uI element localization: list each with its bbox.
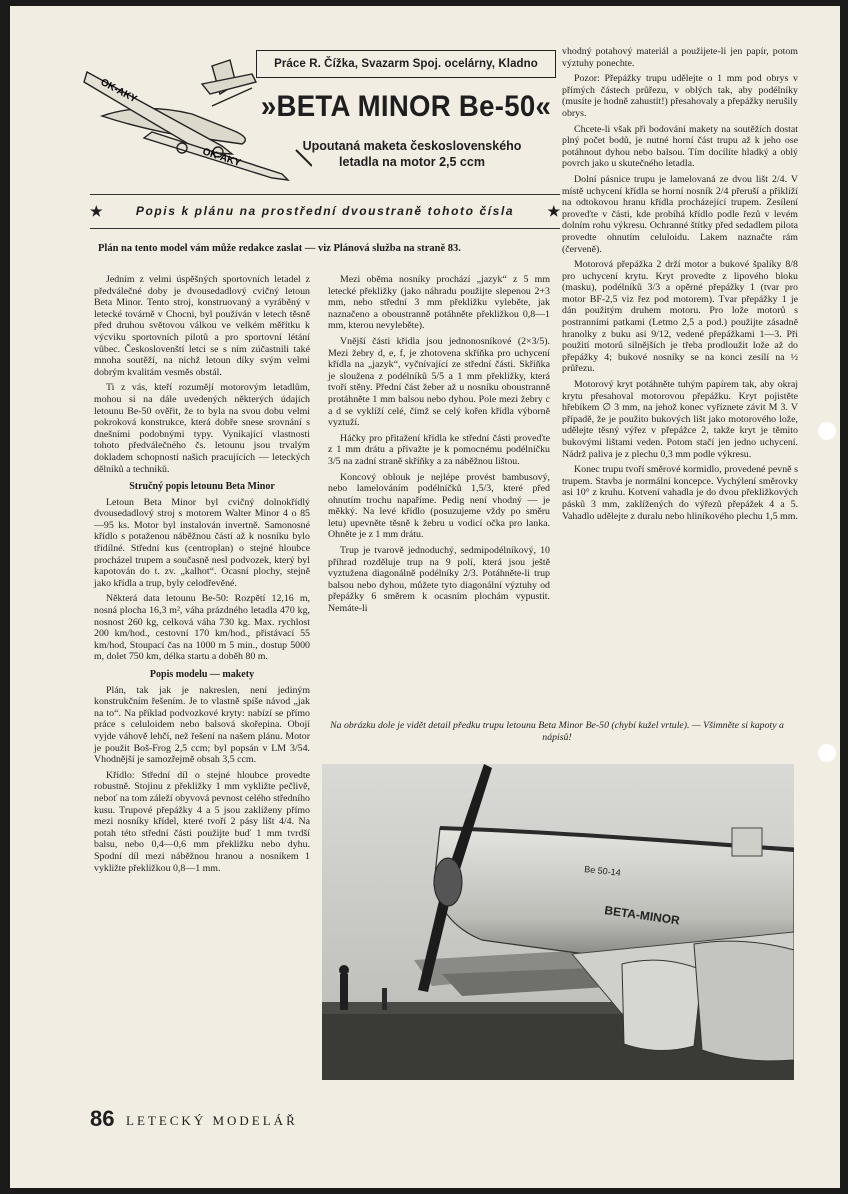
star-icon: ★: [547, 202, 560, 219]
paragraph: Trup je tvarově jednoduchý, sedmipodélníkový, 10 příhrad rozděluje trup na 9 polí, která jsou ještě vyztužena diagonálně podélníky 2/3. Potáhněte-li trup balsou nebo dyhou, můžete tyto diagonální výztuhy od přepážky 6 směrem k ocasním plochám vypustit. Nemáte-li: [328, 545, 550, 615]
binder-hole: [818, 744, 836, 762]
magazine-name: LETECKÝ MODELÁŘ: [126, 1113, 298, 1128]
banner-text: Popis k plánu na prostřední dvoustraně tohoto čísla: [135, 204, 515, 218]
paragraph: Koncový oblouk je nejlépe provést bambusový, nebo lamelováním podélníčků 1,5/3, které před ohnutím trochu napaříme. Pedig není vhodný — je měkký. Na levé křídlo (posuzujeme vždy po směru letu) upevněte těsně k žebru u vodicí očka pro lanka. Ohněte je z 1 mm drátu.: [328, 471, 550, 541]
page-number: 86: [90, 1106, 115, 1131]
paragraph: Plán, tak jak je nakreslen, není jediným konstrukčním řešením. Je to vlastně spíše návod „jak na to“. Na příklad podvozkové kryty: nabízí se přímo práce s celuloidem nebo balsová skořepina. Obojí vyjde váhově lehčí, než řešení na našem plánu. Motor je použit Boš-Frog 2,5 ccm; byl popsán v LM 3/54. Vhodnější je samozřejmě obsah 3,5 ccm.: [94, 684, 310, 766]
banner-rule-bottom: [90, 228, 560, 229]
paragraph: Ti z vás, kteří rozumějí motorovým letadlům, mohou si na dále uvedených některých údajích letounu Be-50 ověřit, že to byla na svou dobu velmi pokroková konstrukce, která dobře snese srovnání s dnešními podobnými typy. Vynikající vlastnosti tohoto předválečného čs. letounu jsou trvalým dokladem schopností našich pracujících — leteckých dělníků a techniků.: [94, 382, 310, 475]
banner-rule-top: [90, 194, 560, 195]
article-title: »BETA MINOR Be-50«: [260, 90, 552, 123]
paragraph: Motorový kryt potáhněte tuhým papírem tak, aby okraj krytu přesahoval motorovou přepážku. Kryt pojistěte hřebíkem ∅ 3 mm, na jehož konec vyříznete závit M 3. V případě, že je použito bukových lišt jako motorového lože, udělejte těsný výřez v přepážce 2, takže kryt je těmito bukovými lištami veden. Potom stačí jen jedno uchycení. Nádrž paliva je z plechu 0,3 mm podle výkresu.: [562, 379, 798, 460]
text-column-3: [562, 46, 798, 526]
paragraph: vhodný potahový materiál a použijete-li jen papír, potom výztuhy ponechte.: [562, 46, 798, 69]
star-icon: ★: [90, 202, 103, 219]
section-heading: Popis modelu — makety: [149, 669, 255, 680]
section-heading: Stručný popis letounu Beta Minor: [129, 481, 275, 493]
paragraph: Motorová přepážka 2 drží motor a bukové špalíky 8/8 pro uchycení krytu. Kryt provedte z lipového bloku (masku), podélníků 3/3 a opěrné přepážky 1 (tvar pro motor BF-2,5 viz řez pod motorem). Tvar přepážky 1 je dán použitým druhem motoru. Pro lože motorů s postranními patkami (Letmo 2,5 a pod.) použijte zásadně hranolky z buku asi 9/12, vedené přepážkami 1—3. Při použití motorů silnějších je třeba prodloužit lože až do přepážky 4; bukové nosníky se na konci zesílí na ½ průřezu.: [562, 259, 798, 375]
magazine-page: [10, 6, 840, 1188]
paragraph: Některá data letounu Be-50: Rozpětí 12,16 m, nosná plocha 16,3 m², váha prázdného letadla 470 kg, nosnost 260 kg, celková váha 730 kg. Max. rychlost 200 km/hod., cestovní 170 km/hod., přistávací 55 km/hod, Stoupací čas na 1000 m 5 min., dostup 5000 m, dolet 750 km, délka startu a doběh 80 m.: [94, 593, 310, 663]
paragraph: Jedním z velmi úspěšných sportovních letadel z předválečné doby je dvousedadlový cvičný letoun Beta Minor. Tento stroj, konstruovaný a vyráběný v letecké továrně v Chocni, byl používán v letech těsně před druhou světovou válkou ve velkém měřítku k výcviku sportovních pilotů a pro sportovní létání vůbec. Českoslovenští letci se s ním zúčastnili také mnoha soutěží, na nichž letoun díky svým velmi dobrým kvalitám vesměs obstál.: [94, 274, 310, 378]
text-column-1: [94, 274, 310, 878]
paragraph: Chcete-li však při bodování makety na soutěžích dostat plný počet bodů, je nutné horní část trupu až k jeho ose potáhnout dyhou nebo balsou. Tím docílíte hladký a oblý povrch jako u skutečného letadla.: [562, 123, 798, 170]
paragraph: Letoun Beta Minor byl cvičný dolnokřídlý dvousedadlový stroj s motorem Walter Minor 4 o 85—95 ks. Motor byl instalován invertně. Samonosné křídlo s potaženou náběžnou částí až k nosníku bylo třídílné. Střední kus (centroplan) o stejné hloubce procházel trupem a současně nesl podvozek, který byl kapotován do t. zv. „kalhot“. Ocasní plochy, stejně jako křídla a trup, byly celodřevěné.: [94, 496, 310, 589]
paragraph: Háčky pro přitažení křídla ke střední části proveďte z 1 mm drátu a přivažte je k pomocnému podélníčku 3/5 na zadní straně skříňky a za náběžnou lištou.: [328, 432, 550, 467]
photo-caption: Na obrázku dole je vidět detail předku trupu letounu Beta Minor Be-50 (chybí kužel vrtule). — Všimněte si kapoty a nápisů!: [330, 720, 784, 743]
paragraph: Konec trupu tvoří směrové kormidlo, provedené pevně s trupem. Stavba je normální koncepce. Vychýlení směrovky asi 10° z kruhu. Kotvení vahadla je do dvou překližkových pásků 3 mm, zaklížených do výřezů přepážek 4 a 5. Vahadlo udělejte z duralu nebo hliníkového plechu 1,5 mm.: [562, 464, 798, 522]
photo-name-text: BETA-MINOR: [603, 903, 681, 928]
author-credit: Práce R. Čížka, Svazarm Spoj. ocelárny, Kladno: [256, 50, 556, 78]
paragraph: Dolní pásnice trupu je lamelovaná ze dvou lišt 2/4. V místě uchycení křídla se horní nosník 2/4 přeruší a přiklíží na odtokovou hranu křídla procházející trupem. Zesílení proveďte v části, kde probíhá křídlo podle řezů v levém dolním rohu výkresu. Ochranné štítky před sedadlem pilota provedte ohnutím celuloidu. Lakem naznačte rám (červeně).: [562, 173, 798, 255]
plan-service-note: Plán na tento model vám může redakce zaslat — viz Plánová služba na straně 83.: [98, 243, 461, 254]
banner: [90, 200, 560, 222]
sketch-reg-top: OK-AKY: [98, 76, 139, 106]
airplane-photo-image: [322, 764, 794, 1080]
paragraph: Pozor: Přepážky trupu udělejte o 1 mm pod obrys v přímých částech průřezu, v oblých tak, aby podélníky (musíte je hodně zahustit!) přesahovaly a přepážky nerušily obrys.: [562, 73, 798, 119]
article-subtitle: Upoutaná maketa československého letadla na motor 2,5 ccm: [302, 139, 522, 169]
paragraph: Křídlo: Střední díl o stejné hloubce provedte robustně. Stojinu z překližky 1 mm vykližte pečlivě, neboť na tom záleží obyvová pevnost celého středního kusu. Trupové přepážky 4 a 5 jsou zaklíženy přímo mezi nosníky křídel, které tvoří 2 pásy lišt 4/4. Na potah této střední části použijte buď 1 mm tvrdší balsu, nebo 0,4—0,6 mm překližku nebo dyhu. Spodní díl mezi náběžnou hranou a nosníkem 1 vykližte překližkou 0,8—1 mm.: [94, 769, 310, 874]
text-column-2: [328, 274, 550, 619]
paragraph: Mezi oběma nosníky prochází „jazyk“ z 5 mm letecké překližky (jako náhradu použijte slepenou 2+3 mm, nebo střední 3 mm překližku vyleběte, jak naznačeno a oboustranně potáhněte překližkou 0,8—1 mm, kterou nevyleběte).: [328, 274, 550, 332]
sketch-reg-bottom: OK-AKY: [201, 146, 242, 170]
airplane-photo: [322, 764, 794, 1080]
binder-hole: [818, 422, 836, 440]
paragraph: Vnější části křídla jsou jednonosníkové (2×3/5). Mezi žebry d, e, f, je zhotovena skříňka pro uchycení křídla na „jazyk“, vyčnívající ze střední části. Skříňka je sloužena z podélníků 5/5 a 1 mm překližky, která tvoří stěny. Přední část žeber až u nosníku oboustranně protáhněte 1 mm balsou nebo dyhou. Pole mezi žebry c a d se vyklíží celé, čímž se celý kořen křídla výborně vyztuží.: [328, 335, 550, 429]
photo-reg-text: Be 50-14: [583, 864, 622, 878]
